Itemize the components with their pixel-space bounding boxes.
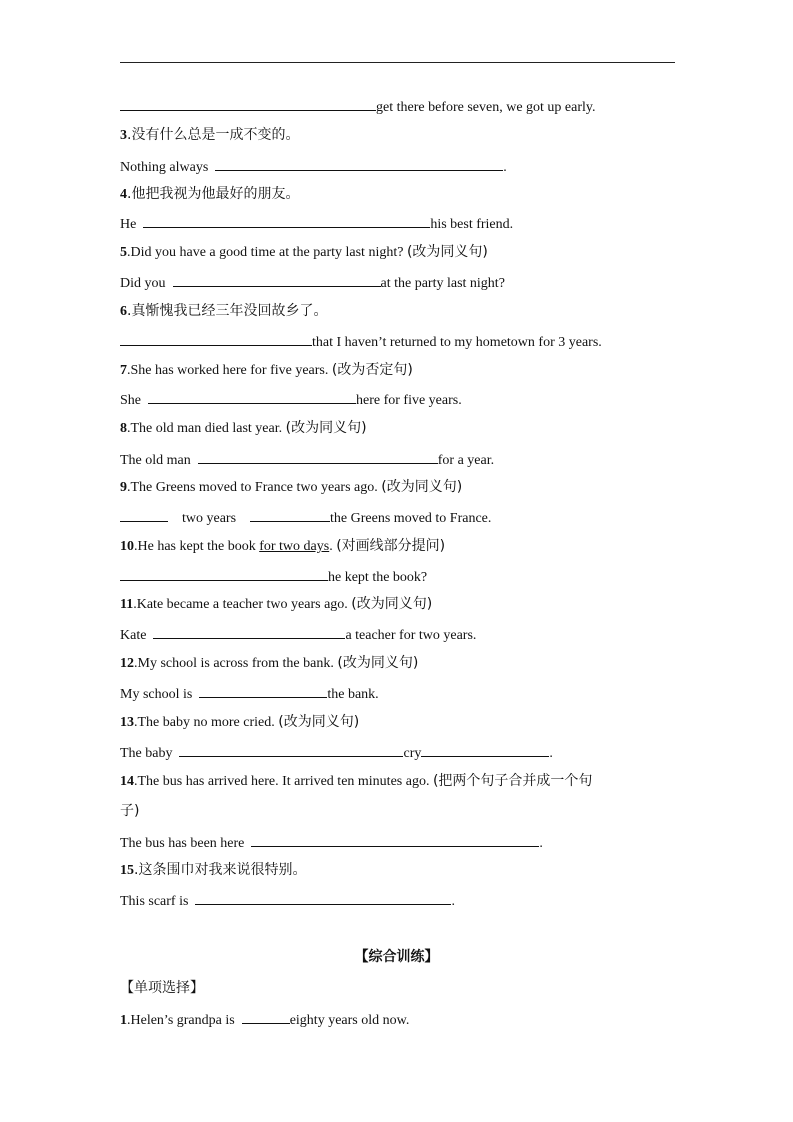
item-5-prompt [120,243,488,262]
item-prompt: .没有什么总是一成不变的。 [127,127,300,143]
item-instruction-continued: 子) [120,803,140,819]
item-10-answer-line [120,567,427,587]
item-6-answer-line [120,332,602,352]
answer-blank[interactable] [120,332,312,346]
item-prompt: .Kate became a teacher two years ago. [133,597,352,612]
answer-suffix: . [451,894,455,909]
answer-suffix: for a year. [437,453,495,468]
answer-prefix: The baby [120,746,173,761]
item-number: 15 [120,863,134,878]
answer-blank-2[interactable] [250,508,330,522]
item-5-answer-line [120,273,505,293]
answer-blank[interactable] [148,390,356,404]
choice-question-1 [120,1010,409,1030]
item-prompt: .Did you have a good time at the party last night? [127,245,407,260]
item-3-answer-line [120,157,507,177]
item-11-prompt [120,595,432,614]
item-7-answer-line [120,390,462,410]
item-2-answer-line [120,97,596,117]
item-11-answer-line [120,625,476,645]
answer-suffix: . [503,160,507,175]
item-instruction: (改为同义句) [406,244,488,260]
item-8-answer-line [120,450,494,470]
answer-prefix: Nothing always [120,160,209,175]
item-12-answer-line [120,684,379,704]
answer-text: get there before seven, we got up early. [376,100,596,115]
item-number: 12 [120,656,134,671]
answer-prefix: This scarf is [120,894,189,909]
item-number: 4 [120,187,127,202]
answer-blank[interactable] [143,214,430,228]
item-8-prompt [120,419,367,438]
item-12-prompt [120,654,418,673]
item-number: 6 [120,304,127,319]
answer-blank[interactable] [215,157,503,171]
item-13-answer-line [120,743,553,763]
item-instruction: (改为同义句) [351,596,433,612]
answer-suffix: his best friend. [430,217,514,232]
item-prompt: .The baby no more cried. [134,715,279,730]
item-14-answer-line [120,833,543,853]
item-instruction: (把两个句子合并成一个句 [432,773,593,789]
item-4-prompt [120,185,299,204]
answer-prefix: The old man [120,453,191,468]
item-10-prompt [120,537,445,556]
answer-middle-text: cry [403,746,422,761]
answer-blank[interactable] [251,833,539,847]
item-7-prompt [120,361,413,380]
item-number: 5 [120,245,127,260]
item-prompt-end: . [329,539,337,554]
answer-blank[interactable] [153,625,345,639]
answer-prefix: Kate [120,628,147,643]
item-prompt: .She has worked here for five years. [127,363,332,378]
item-instruction: (改为同义句) [337,655,419,671]
item-number: 1 [120,1013,127,1028]
item-prompt: .The Greens moved to France two years ago. [127,480,382,495]
item-prompt: .真惭愧我已经三年没回故乡了。 [127,303,328,319]
item-instruction: (改为同义句) [381,479,463,495]
item-3-prompt [120,126,299,145]
item-number: 7 [120,363,127,378]
item-instruction: (改为同义句) [285,420,367,436]
answer-suffix: . [549,746,553,761]
answer-prefix: The bus has been here [120,836,245,851]
section-heading: 【综合训练】 [354,949,439,965]
item-number: 14 [120,774,134,789]
item-prompt: .这条围巾对我来说很特别。 [134,862,307,878]
answer-blank[interactable] [195,891,451,905]
answer-suffix: the Greens moved to France. [330,511,492,526]
answer-suffix: eighty years old now. [289,1013,410,1028]
answer-suffix: he kept the book? [328,570,428,585]
item-instruction: (改为同义句) [278,714,360,730]
item-4-answer-line [120,214,513,234]
answer-prefix: My school is [120,687,193,702]
answer-prefix: .Helen’s grandpa is [127,1013,235,1028]
answer-prefix: Did you [120,276,166,291]
subsection-heading: 【单项选择】 [120,980,204,996]
item-number: 10 [120,539,134,554]
item-15-answer-line [120,891,455,911]
item-number: 8 [120,421,127,436]
item-instruction: (改为否定句) [331,362,413,378]
item-prompt: .He has kept the book [134,539,260,554]
item-prompt: .The bus has arrived here. It arrived ten minutes ago. [134,774,433,789]
answer-blank-1[interactable] [120,508,168,522]
answer-prefix: She [120,393,141,408]
answer-suffix: the bank. [327,687,379,702]
answer-suffix: that I haven’t returned to my hometown for 3 years. [312,335,602,350]
underlined-phrase: for two days [259,539,330,554]
item-instruction: (对画线部分提问) [336,538,446,554]
item-prompt: .他把我视为他最好的朋友。 [127,186,300,202]
item-number: 9 [120,480,127,495]
item-13-prompt [120,713,359,732]
answer-suffix: here for five years. [356,393,462,408]
item-14-prompt [120,772,592,791]
header-rule [120,62,675,63]
item-number: 3 [120,128,127,143]
answer-suffix: . [539,836,543,851]
item-6-prompt [120,302,327,321]
item-number: 13 [120,715,134,730]
answer-blank[interactable] [120,97,376,111]
item-prompt: .My school is across from the bank. [134,656,338,671]
item-15-prompt [120,861,306,880]
answer-blank-1[interactable] [179,743,403,757]
answer-blank[interactable] [242,1010,290,1024]
item-9-prompt [120,478,462,497]
item-14-prompt-continued [120,802,139,821]
answer-suffix: at the party last night? [380,276,505,291]
answer-suffix: a teacher for two years. [345,628,477,643]
item-9-answer-line [120,508,491,528]
answer-blank[interactable] [198,450,438,464]
item-prompt: .The old man died last year. [127,421,286,436]
answer-prefix: He [120,217,137,232]
answer-blank[interactable] [173,273,381,287]
answer-middle-text: two years [182,511,237,526]
answer-blank[interactable] [199,684,327,698]
item-number: 11 [120,597,134,612]
answer-blank[interactable] [120,567,328,581]
answer-blank-2[interactable] [421,743,549,757]
